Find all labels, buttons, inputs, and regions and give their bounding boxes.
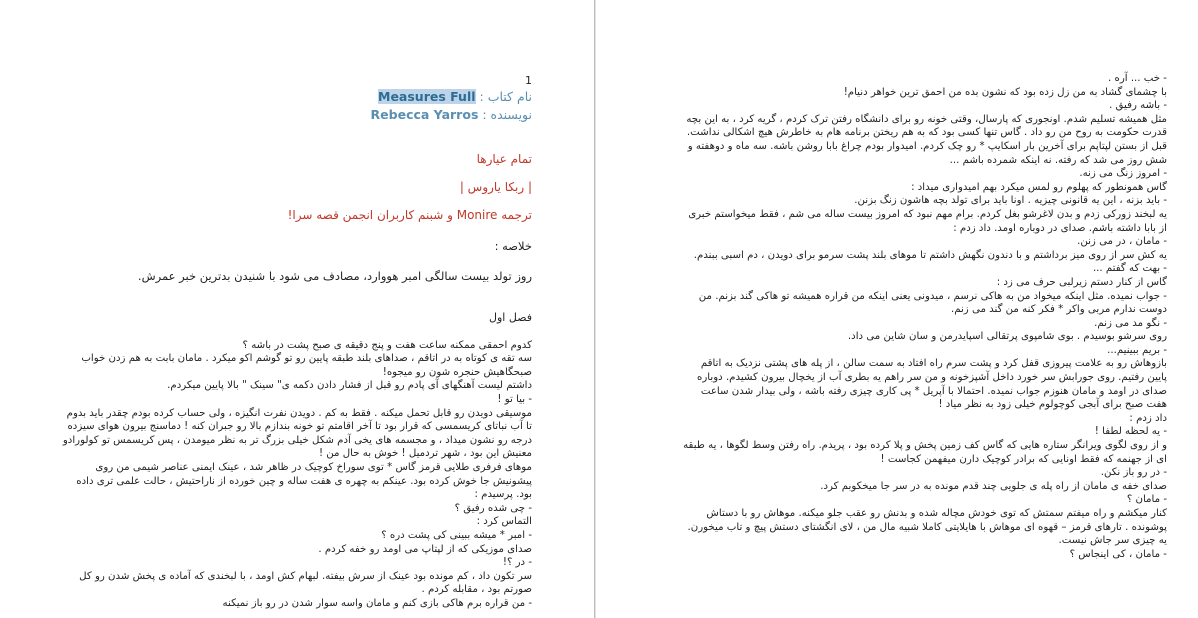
paragraph: - امروز زنگ می زنه. (1079, 168, 1167, 180)
paragraph: - باید بزنه ، این یه قانونی چیزیه . اونا باید برای تولد بچه هاشون زنگ بزنن. (854, 195, 1167, 207)
author-line (58, 106, 532, 124)
paragraph: مثل همیشه تسلیم شدم. اونجوری که پارسال، وقتی خونه رو برای دانشگاه رفتن ترک کردم ، گریه کرد ، به این بچه قدرت حکومت به روح من رو داد . گاس تنها کسی بود که به هم ریختن برنامه هام به خاطرش هیچ اشکالی نداشت. (686, 113, 1167, 139)
paragraph: سه تقه ی کوتاه به در اتاقم ، صداهای بلند طبقه پایین رو تو گوشم اکو میکرد . مامان بابت به هم زدن خواب صبحگاهیش حنجره شون رو میجوه! (81, 353, 532, 378)
summary-label: خلاصه : (494, 238, 532, 253)
paragraph: - امبر * میشه ببینی کی پشت دره ؟ (381, 529, 532, 541)
book-title-label: نام کتاب : (475, 88, 532, 104)
document-page-right (596, 0, 1198, 618)
paragraph: کنار میکشم و راه میفتم سمتش که توی خودش مچاله شده و بدنش رو عقب جلو میکنه. موهاش رو با دستاش پوشونده . تارهای قرمز – قهوه ای موهاش با هایلایتی کاملا شبیه مال من ، لای انگشتای دستش پیچ و تاب میخورن. یه چیزی سر جاش نیست. (687, 508, 1167, 547)
author-label: نویسنده : (478, 106, 532, 122)
paragraph: - بریم ببینیم... (1107, 344, 1167, 356)
paragraph: صدای موزیکی که از لپتاپ می اومد رو خفه کردم . (318, 543, 532, 555)
paragraph: - مامان ، کی اینجاس ؟ (1069, 548, 1167, 560)
paragraph: - در رو باز نکن. (1100, 467, 1167, 479)
document-page-left (0, 0, 594, 618)
paragraph: - در ؟! (502, 557, 532, 569)
paragraph: قبل از بستن لپتاپم برای آخرین بار اسکایپ * رو چک کردم. امیدوار بودم چراغ بابا روشن باشه. سه ماه و دوهفته و شش روز می شد که رفته. نه اینکه شمرده باشم ... (687, 140, 1167, 166)
page-content-right (680, 72, 1167, 561)
paragraph: با چشمای گشاد به من زل زده بود که نشون بده من احمق ترین خواهر دنیام! (843, 86, 1167, 98)
paragraph: - باشه رفیق . (1109, 100, 1167, 112)
paragraph: داشتم لیست آهنگهای آی پادم رو قبل از فشار دادن دکمه ی" سینک " بالا پایین میکردم. (167, 380, 532, 392)
paragraph: - یه لحظه لطفا ! (1094, 426, 1167, 438)
paragraph: روی سرشو بوسیدم . بوی شامپوی پرتقالی اسپایدرمن و سان شاین می داد. (847, 331, 1167, 343)
paragraph: یه کش سر از روی میز برداشتم و با دندون نگهش داشتم تا موهای بلند پشت سرمو برای دویدن ، دم اسبی ببندم. (693, 249, 1167, 261)
chapter-heading: فصل اول (489, 310, 532, 324)
paragraph: - خب ... آره . (1108, 73, 1167, 84)
book-title-line (58, 88, 532, 106)
paragraph: - مامان ، در می زنن. (1077, 236, 1167, 248)
book-title-value[interactable]: Measures Full (378, 88, 476, 104)
page-number: 1 (525, 74, 532, 87)
paragraph: - بیا تو ! (497, 393, 532, 405)
paragraph: و از روی لگوی ویرانگر ستاره هایی که گاس کف زمین پخش و پلا کرده بود ، پریدم. راه رفتن وسط لگوها ، یه طبقه ای از جهنمه که فقط اونایی که برادر کوچیک دارن میفهمن کجاست ! (683, 440, 1167, 465)
paragraph: - جواب نمیده. مثل اینکه میخواد من به هاکی نرسم ، میدونی یعنی اینکه من قراره همیشه تو هاکی گند بزنم. من دوست ندارم مربی واکر * فکر کنه من گند می زنم. (698, 290, 1167, 316)
persian-author: | ربکا یاروس | (459, 179, 532, 194)
paragraph: داد زدم : (1129, 412, 1167, 424)
paragraph: یه لبخند زورکی زدم و بدن لاغرشو بغل کردم. برام مهم نبود که امروز بیست ساله می شم ، فقط میخواستم خبری از بابا داشته باشم. صدای در دوباره اومد. داد زدم : (688, 208, 1167, 234)
paragraph: گاس از کنار دستم زیرلبی حرف می زد : (996, 276, 1167, 288)
summary-text: روز تولد بیست سالگی امبر هووارد، مصادف می شود با شنیدن بدترین خبر عمرش. (137, 268, 532, 283)
paragraph: - بهت که گفتم ... (1092, 263, 1167, 275)
paragraph: گاس همونطور که پهلوم رو لمس میکرد بهم امیدواری میداد : (911, 181, 1167, 193)
paragraph: - من قراره برم هاکی بازی کنم و مامان واسه سوار شدن در رو باز نمیکنه (222, 597, 532, 609)
paragraph: بازوهاش رو به علامت پیروزی قفل کرد و پشت سرم راه افتاد به سمت سالن ، از پله های پشتی نزدیک به اتاقم پایین رفتیم. روی جورابش سر خورد داخل آشپزخونه و من سر راهم یه بطری آب از یخچال بیرون کشیدم. دوباره صدای در اومد و مامان هنوزم جواب نمیده. احتمالا با آپریل * پی کاری چیزی رفته باشه ، ولی بیدار شدن ساعت هفت صبح برای آبجی کوچولوم خیلی زود به نظر میاد ! (697, 358, 1167, 411)
paragraph: موسیقی دویدن رو قابل تحمل میکنه . فقط به کم . دویدن نفرت انگیزه ، ولی حساب کرده بودم چقدر باید بدوم تا آب نباتای کریسمسی که قرار بود تا آخر اقامتم تو خونه بندازم بالا رو جبران کنه ! دماسنج بیرون هوای سیزده درجه رو نشون میداد ، و مجسمه های یخی آدم شکل خیلی بزرگ تر به نظر میومدن ، پس کریسمس تو کولورادو معنیش این بود ، شهر تردمیل ! خوش به حال من ! (62, 407, 532, 460)
author-value: Rebecca Yarros (370, 106, 479, 122)
persian-title: تمام عیارها (476, 151, 532, 166)
page-content-left (58, 74, 532, 610)
paragraph: کدوم احمقی ممکنه ساعت هفت و پنج دقیقه ی صبح پشت در باشه ؟ (242, 339, 532, 351)
paragraph: - نگو مد می زنم. (1094, 317, 1167, 329)
paragraph: سر تکون داد ، کم مونده بود عینک از سرش بیفته. لبهام کش اومد ، با لبخندی که آماده ی پخش شدن رو کل صورتم بود ، مقابله کردم . (79, 570, 532, 596)
paragraph: صدای خفه ی مامان از راه پله ی جلویی چند قدم مونده به در سر جا میخکوبم کرد. (820, 480, 1167, 492)
paragraph: التماس کرد : (476, 516, 532, 528)
paragraph: - مامان ؟ (1126, 494, 1167, 506)
paragraph: موهای فرفری طلایی قرمز گاس * توی سوراخ کوچیک در ظاهر شد ، عینک ایمنی عناصر شیمی من روی پیشونیش جا خوش کرده بود. عینکم به چهره ی هفت ساله و چین خورده از ناراحتیش ، حالت علمی تری داده بود. پرسیدم : (76, 461, 532, 501)
translation-credit: ترجمه Monire و شبنم کاربران انجمن قصه سرا! (287, 207, 532, 222)
paragraph: - چی شده رفیق ؟ (454, 502, 532, 514)
